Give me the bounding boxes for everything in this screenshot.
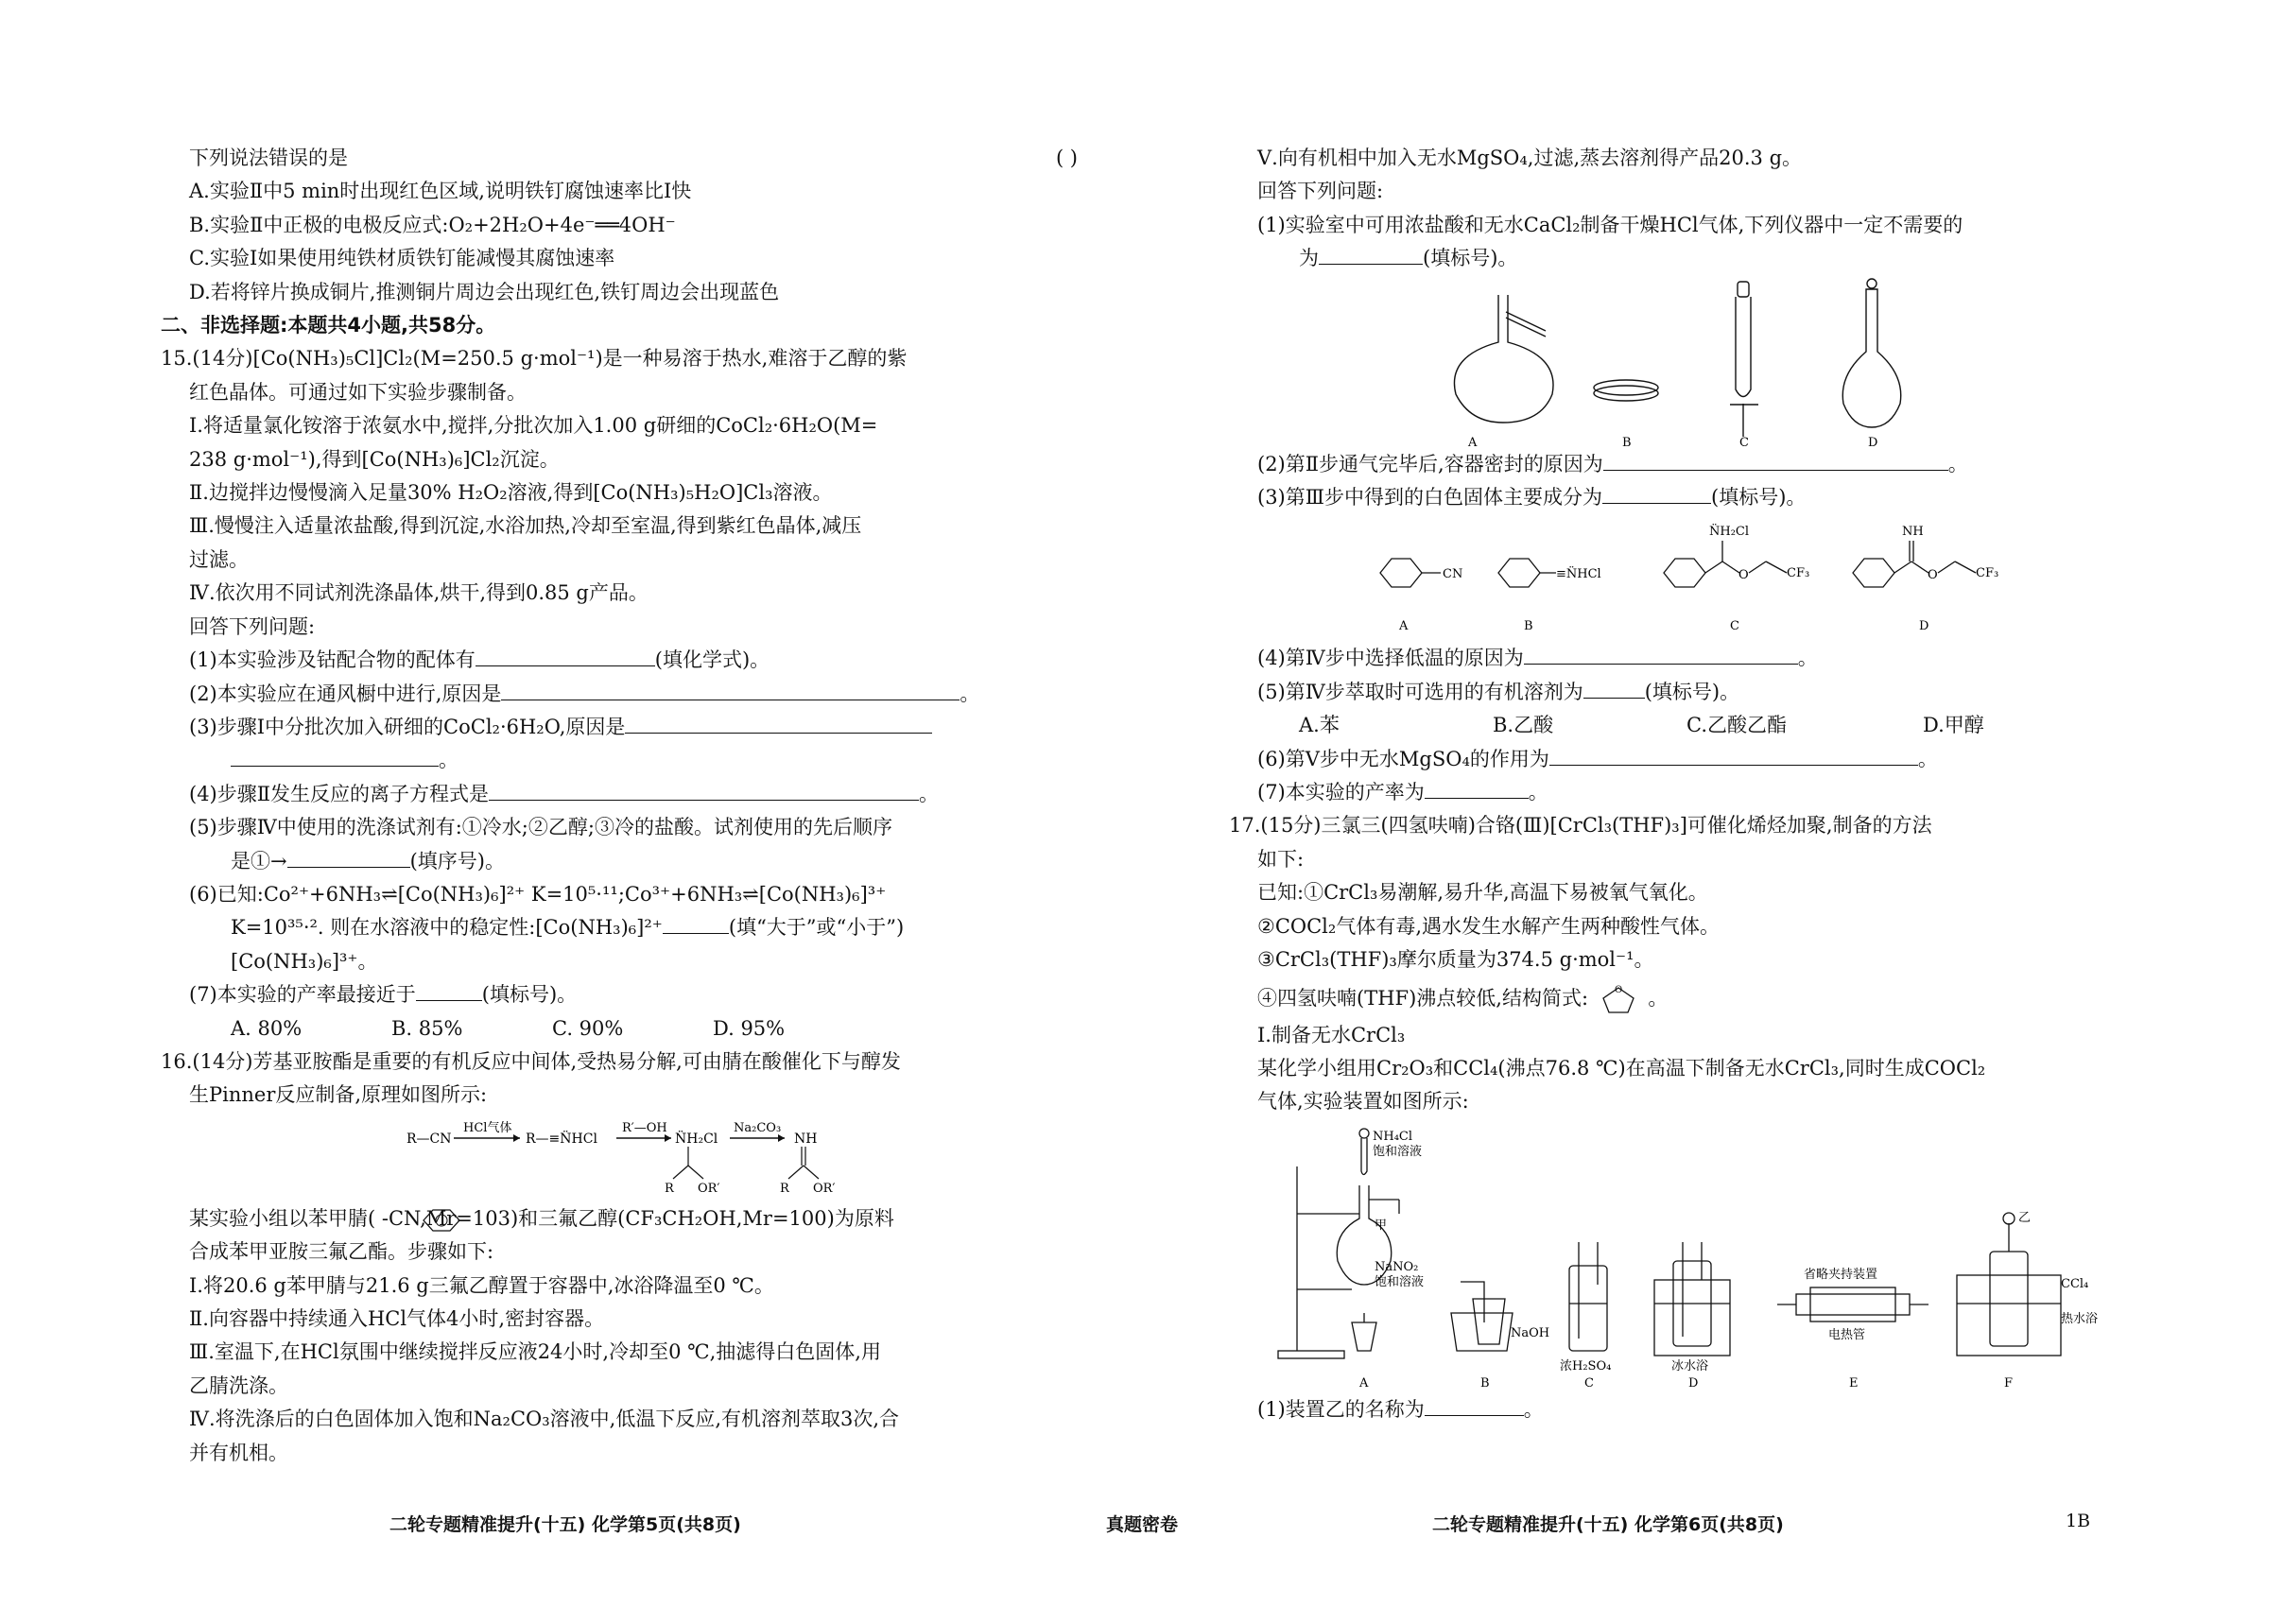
structure-a — [1380, 559, 1441, 587]
q17-line: 如下: — [1257, 847, 1305, 871]
experimental-setup-figure — [1257, 1119, 2108, 1393]
q17-part-1: Ⅰ.制备无水CrCl₃ — [1257, 1023, 1406, 1046]
svg-text:热水浴: 热水浴 — [2061, 1311, 2099, 1326]
q16-line: 合成苯甲亚胺三氟乙酯。步骤如下: — [189, 1240, 494, 1264]
q15-line: 红色晶体。可通过如下实验步骤制备。 — [189, 380, 527, 404]
q16-line: 并有机相。 — [189, 1441, 288, 1464]
answer-blank[interactable] — [476, 645, 655, 666]
svg-text:CN: CN — [1443, 567, 1463, 582]
scheme-cond-1: HCl气体 — [463, 1120, 512, 1135]
q17-line: 17.(15分)三氯三(四氢呋喃)合铬(Ⅲ)[CrCl₃(THF)₃]可催化烯烃加聚,制备的方法 — [1229, 814, 1932, 838]
apparatus-svg — [1257, 276, 2108, 448]
scheme-intermediate-1: R—≡N̈HCl — [526, 1131, 597, 1147]
svg-text:B: B — [1480, 1375, 1490, 1391]
svg-text:R: R — [665, 1181, 674, 1196]
svg-text:O: O — [1928, 568, 1938, 583]
answer-blank[interactable] — [1602, 482, 1711, 504]
volumetric-flask — [1842, 279, 1900, 427]
scheme-reactant: R—CN — [406, 1131, 452, 1147]
right-page — [1229, 142, 2108, 1426]
q16-line: Ⅱ.向容器中持续通入HCl气体4小时,密封容器。 — [189, 1307, 605, 1330]
svg-text:NH: NH — [1902, 525, 1924, 540]
footer-center: 真题密卷 — [1106, 1514, 1179, 1535]
svg-text:OR′: OR′ — [698, 1181, 720, 1196]
watch-glass — [1594, 380, 1658, 401]
page-code: 1B — [2066, 1511, 2091, 1531]
q15-line: 238 g·mol⁻¹),得到[Co(NH₃)₆]Cl₂沉淀。 — [189, 447, 560, 471]
q16-sub1: (1)实验室中可用浓盐酸和无水CaCl₂制备干燥HCl气体,下列仪器中一定不需要的 — [1257, 213, 1963, 236]
svg-text:B: B — [1524, 619, 1533, 634]
svg-text:D: D — [1688, 1375, 1699, 1391]
answer-blank[interactable] — [501, 679, 960, 700]
svg-text:浓H₂SO₄: 浓H₂SO₄ — [1560, 1358, 1612, 1373]
answer-blank[interactable] — [1583, 677, 1645, 699]
svg-text:R: R — [780, 1181, 789, 1196]
q15-line: Ⅱ.边搅拌边慢慢滴入足量30% H₂O₂溶液,得到[Co(NH₃)₅H₂O]Cl₃溶液。 — [189, 481, 833, 505]
svg-text:甲: 甲 — [1375, 1218, 1388, 1233]
svg-text:F: F — [2004, 1375, 2014, 1391]
q14-option-a: A.实验Ⅱ中5 min时出现红色区域,说明铁钉腐蚀速率比Ⅰ快 — [189, 180, 692, 203]
q15-sub5: (5)步骤Ⅳ中使用的洗涤试剂有:①冷水;②乙醇;③冷的盐酸。试剂使用的先后顺序 — [189, 816, 892, 839]
option-a[interactable]: A. 80% — [231, 1016, 303, 1040]
q16-line: Ⅳ.将洗涤后的白色固体加入饱和Na₂CO₃溶液中,低温下反应,有机溶剂萃取3次,合 — [189, 1408, 900, 1431]
answer-prompt: 回答下列问题: — [1257, 180, 1384, 203]
apparatus-label: B — [1622, 435, 1632, 448]
svg-text:电热管: 电热管 — [1828, 1327, 1866, 1342]
scheme-cond-2: R′—OH — [622, 1120, 667, 1135]
answer-blank[interactable] — [1425, 1394, 1524, 1416]
q16-sub7: (7)本实验的产率为 。 — [1257, 776, 2108, 809]
answer-blank[interactable] — [1603, 449, 1948, 471]
q16-sub2: (2)第Ⅱ步通气完毕后,容器密封的原因为 。 — [1257, 448, 2108, 481]
q14-option-d: D.若将锌片换成铜片,推测铜片周边会出现红色,铁钉周边会出现蓝色 — [189, 280, 780, 303]
structure-d — [1853, 541, 1976, 587]
reaction-scheme-svg — [189, 1113, 1078, 1202]
svg-text:NaNO₂: NaNO₂ — [1375, 1259, 1419, 1274]
thf-ring-icon — [1595, 982, 1642, 1016]
q16-line: 生Pinner反应制备,原理如图所示: — [189, 1083, 488, 1107]
apparatus-c — [1569, 1242, 1607, 1351]
svg-text:O: O — [1738, 568, 1749, 583]
scheme-cond-3: Na₂CO₃ — [734, 1120, 782, 1135]
answer-blank[interactable] — [1549, 744, 1918, 766]
q15-sub1: (1)本实验涉及钴配合物的配体有 (填化学式)。 — [189, 644, 1078, 677]
answer-blank[interactable] — [416, 979, 482, 1001]
q15-sub3-cont: 。 — [189, 744, 1078, 777]
answer-blank[interactable] — [287, 846, 410, 868]
option-c[interactable]: C. 90% — [552, 1016, 624, 1040]
apparatus-e — [1777, 1287, 1928, 1322]
benzene-icon — [414, 1207, 471, 1234]
answer-paren: ( ) — [1055, 147, 1078, 169]
q16-line: 某实验小组以苯甲腈( -CN,Mr=103)和三氟乙醇(CF₃CH₂OH,Mr=100)为原料 — [189, 1202, 1078, 1235]
q17-sub1: (1)装置乙的名称为 。 — [1257, 1393, 2108, 1426]
q15-sub2: (2)本实验应在通风橱中进行,原因是 。 — [189, 678, 1078, 711]
q16-line: 16.(14分)芳基亚胺酯是重要的有机反应中间体,受热易分解,可由腈在酸催化下与醇发 — [161, 1049, 901, 1073]
q15-sub3: (3)步骤Ⅰ中分批次加入研细的CoCl₂·6H₂O,原因是 — [189, 711, 1078, 744]
q17-line: ②COCl₂气体有毒,遇水发生水解产生两种酸性气体。 — [1257, 914, 1720, 938]
q16-sub5: (5)第Ⅳ步萃取时可选用的有机溶剂为 (填标号)。 — [1257, 676, 2108, 709]
q16-sub3: (3)第Ⅲ步中得到的白色固体主要成分为 (填标号)。 — [1257, 481, 2108, 514]
q15-sub6: (6)已知:Co²⁺+6NH₃⇌[Co(NH₃)₆]²⁺ K=10⁵·¹¹;Co³⁺+6NH₃⇌[Co(NH₃)₆]³⁺ — [189, 882, 887, 906]
q16-sub6: (6)第Ⅴ步中无水MgSO₄的作用为 。 — [1257, 743, 2108, 776]
q17-line: 气体,实验装置如图所示: — [1257, 1090, 1469, 1114]
apparatus-figure — [1257, 276, 2108, 448]
pinner-reaction-scheme — [189, 1113, 1078, 1202]
svg-text:NH₄Cl: NH₄Cl — [1373, 1129, 1413, 1144]
answer-blank[interactable] — [625, 712, 932, 734]
apparatus-label: A — [1468, 435, 1478, 448]
apparatus-f — [1957, 1210, 2061, 1356]
structure-options-figure — [1257, 514, 2108, 642]
svg-text:A: A — [1359, 1375, 1369, 1391]
separatory-funnel — [1730, 282, 1758, 437]
option-b[interactable]: B. 85% — [391, 1016, 463, 1040]
q15-sub4: (4)步骤Ⅱ发生反应的离子方程式是 。 — [189, 778, 1078, 811]
scheme-intermediate-2: N̈H₂Cl — [675, 1131, 718, 1147]
q16-line: Ⅰ.将20.6 g苯甲腈与21.6 g三氟乙醇置于容器中,冰浴降温至0 ℃。 — [189, 1273, 774, 1297]
structures-svg — [1257, 514, 2108, 642]
svg-text:乙: 乙 — [2018, 1210, 2032, 1225]
apparatus-b — [1451, 1282, 1513, 1351]
svg-text:O: O — [1614, 985, 1622, 995]
apparatus-d — [1654, 1242, 1730, 1356]
q15-line: 过滤。 — [189, 547, 249, 571]
answer-blank[interactable] — [1319, 243, 1423, 265]
footer-right: 二轮专题精准提升(十五) 化学第6页(共8页) — [1432, 1514, 1784, 1535]
apparatus-label: C — [1739, 435, 1749, 448]
svg-text:E: E — [1849, 1375, 1859, 1391]
svg-text:A: A — [1399, 619, 1409, 634]
q15-line: Ⅲ.慢慢注入适量浓盐酸,得到沉淀,水浴加热,冷却至室温,得到紫红色晶体,减压 — [189, 514, 862, 538]
q16-line: 乙腈洗涤。 — [189, 1373, 288, 1397]
q14-option-b: B.实验Ⅱ中正极的电极反应式:O₂+2H₂O+4e⁻══4OH⁻ — [189, 213, 676, 236]
svg-text:D: D — [1919, 619, 1929, 634]
q17-line: 某化学小组用Cr₂O₃和CCl₄(沸点76.8 ℃)在高温下制备无水CrCl₃,同时生成COCl₂ — [1257, 1056, 1986, 1080]
round-bottom-flask-with-arm — [1454, 295, 1553, 423]
q17-line-4: ④四氢呋喃(THF)沸点较低,结构简式: O 。 — [1257, 977, 2108, 1019]
q16-sub5-options — [1257, 709, 2108, 742]
answer-blank[interactable] — [1425, 777, 1529, 799]
q16-line: Ⅲ.室温下,在HCl氛围中继续搅拌反应液24小时,冷却至0 ℃,抽滤得白色固体,用 — [189, 1340, 881, 1364]
svg-text:冰水浴: 冰水浴 — [1671, 1358, 1709, 1373]
answer-blank[interactable] — [489, 779, 919, 801]
svg-text:N̈H₂Cl: N̈H₂Cl — [1709, 525, 1750, 540]
q15-sub5-cont: 是①→ (填序号)。 — [189, 845, 1078, 878]
answer-blank[interactable] — [231, 745, 439, 767]
option-d[interactable]: D. 95% — [713, 1016, 786, 1040]
left-page — [161, 142, 1078, 1470]
apparatus-label: D — [1868, 435, 1878, 448]
q17-line: ③CrCl₃(THF)₃摩尔质量为374.5 g·mol⁻¹。 — [1257, 948, 1654, 972]
q15-sub6-cont: K=10³⁵·². 则在水溶液中的稳定性:[Co(NH₃)₆]²⁺ (填“大于”或“小于”) — [189, 911, 1078, 944]
svg-text:CCl₄: CCl₄ — [2061, 1276, 2089, 1291]
svg-text:C: C — [1730, 619, 1739, 634]
q16-sub4: (4)第Ⅳ步中选择低温的原因为 。 — [1257, 642, 2108, 675]
step-5: Ⅴ.向有机相中加入无水MgSO₄,过滤,蒸去溶剂得产品20.3 g。 — [1257, 147, 1803, 169]
q14-stem: 下列说法错误的是 ( ) — [189, 142, 1078, 175]
option-d[interactable]: D.甲醇 — [1923, 714, 1984, 737]
svg-text:≡N̈HCl: ≡N̈HCl — [1556, 567, 1601, 582]
q17-line: 已知:①CrCl₃易潮解,易升华,高温下易被氧气氧化。 — [1257, 881, 1708, 905]
svg-text:OR′: OR′ — [813, 1181, 836, 1196]
q15-line: Ⅰ.将适量氯化铵溶于浓氨水中,搅拌,分批次加入1.00 g研细的CoCl₂·6H₂O(M= — [189, 414, 878, 438]
answer-blank[interactable] — [663, 912, 729, 934]
svg-text:NaOH: NaOH — [1511, 1325, 1550, 1340]
scheme-product: NH — [794, 1131, 818, 1147]
setup-svg — [1257, 1119, 2108, 1393]
apparatus-a — [1278, 1129, 1399, 1358]
option-a[interactable]: A.苯 — [1299, 714, 1340, 737]
structure-c — [1664, 541, 1787, 587]
option-c[interactable]: C.乙酸乙酯 — [1686, 714, 1787, 737]
structure-b — [1498, 559, 1556, 587]
svg-text:省略夹持装置: 省略夹持装置 — [1804, 1267, 1878, 1282]
svg-text:CF₃: CF₃ — [1976, 566, 1999, 581]
q15-line: 15.(14分)[Co(NH₃)₅Cl]Cl₂(M=250.5 g·mol⁻¹)是一种易溶于热水,难溶于乙醇的紫 — [161, 347, 908, 371]
answer-blank[interactable] — [1524, 643, 1798, 665]
footer-left: 二轮专题精准提升(十五) 化学第5页(共8页) — [389, 1514, 741, 1535]
q16-sub1-cont: 为 (填标号)。 — [1257, 242, 2108, 275]
svg-text:CF₃: CF₃ — [1787, 566, 1810, 581]
q15-line: 回答下列问题: — [189, 614, 316, 638]
svg-text:饱和溶液: 饱和溶液 — [1373, 1144, 1423, 1159]
svg-text:饱和溶液: 饱和溶液 — [1375, 1274, 1425, 1289]
q15-sub6-end: [Co(NH₃)₆]³⁺。 — [231, 949, 378, 973]
q15-sub7: (7)本实验的产率最接近于 (填标号)。 — [189, 978, 1078, 1011]
svg-text:C: C — [1584, 1375, 1594, 1391]
q15-sub7-options — [189, 1012, 1078, 1045]
q15-line: Ⅳ.依次用不同试剂洗涤晶体,烘干,得到0.85 g产品。 — [189, 581, 649, 605]
option-b[interactable]: B.乙酸 — [1493, 714, 1554, 737]
q14-option-c: C.实验Ⅰ如果使用纯铁材质铁钉能减慢其腐蚀速率 — [189, 247, 615, 270]
section-heading: 二、非选择题:本题共4小题,共58分。 — [161, 314, 496, 337]
